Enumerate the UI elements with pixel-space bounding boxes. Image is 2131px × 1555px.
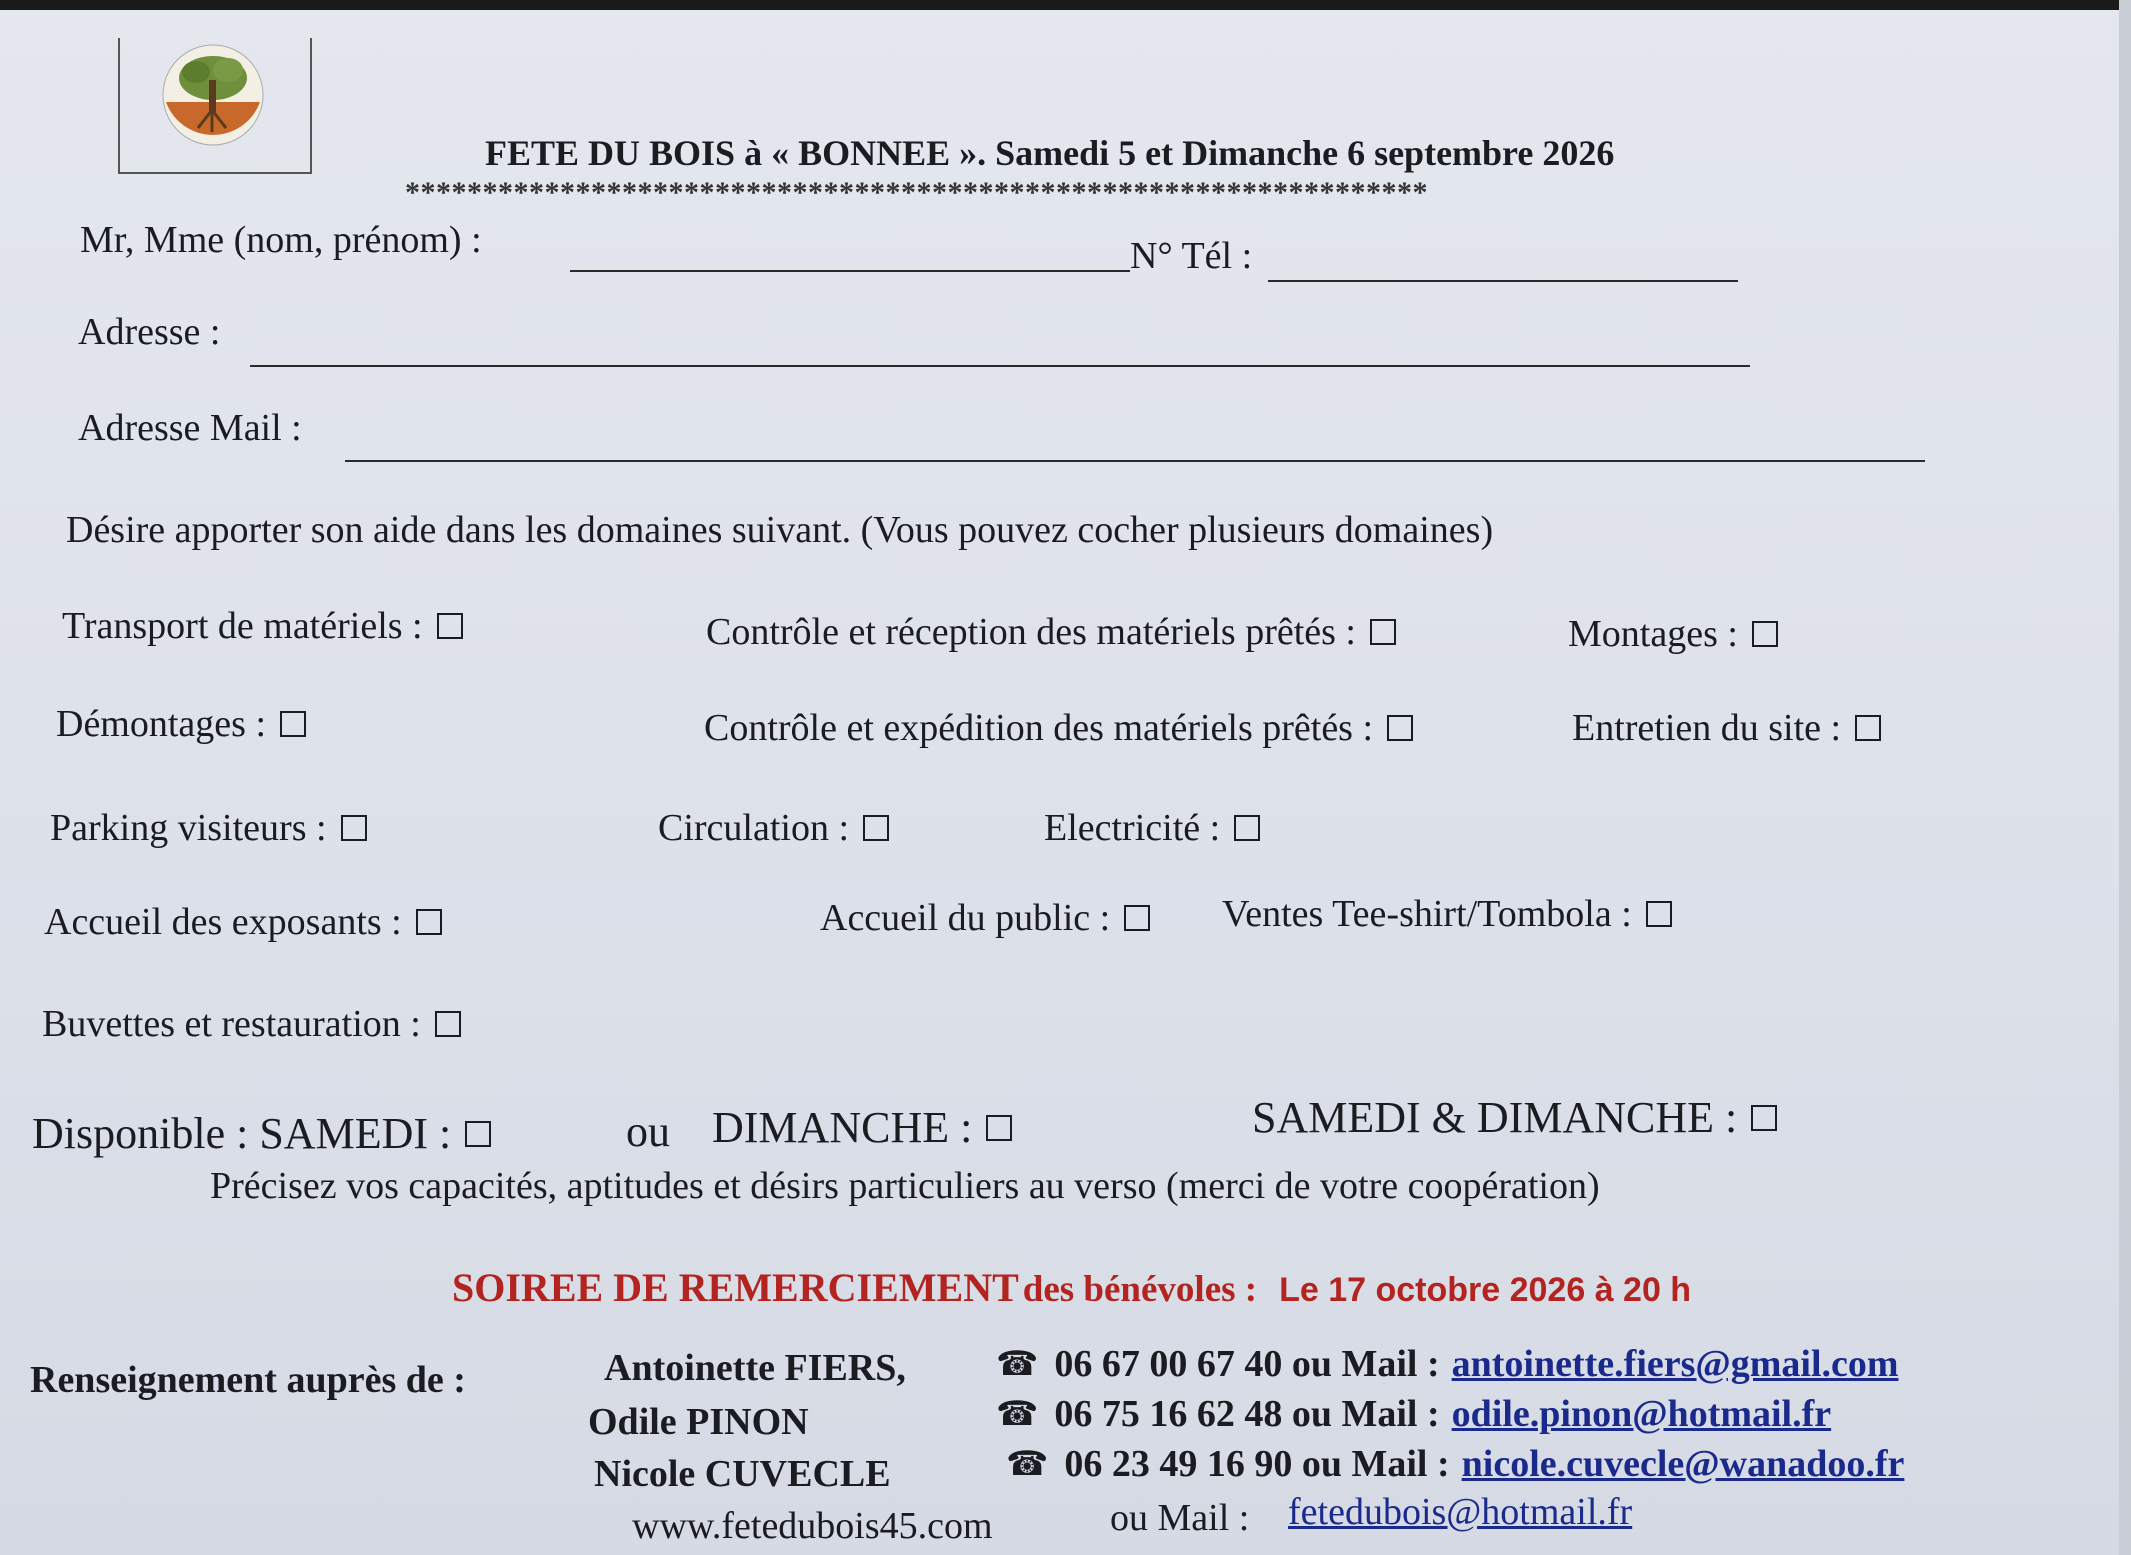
option-electricite-label: Electricité : bbox=[1044, 807, 1221, 849]
option-circulation-label: Circulation : bbox=[658, 807, 850, 849]
option-montages-label: Montages : bbox=[1568, 613, 1738, 655]
availability-samedi-label: Disponible : SAMEDI : bbox=[32, 1109, 452, 1158]
option-accueil-exposants-checkbox[interactable] bbox=[416, 909, 442, 935]
top-edge bbox=[0, 0, 2131, 10]
availability-samedi-checkbox[interactable] bbox=[465, 1121, 491, 1147]
title-separator: ****************************************************************** bbox=[405, 176, 1428, 209]
availability-dimanche-checkbox[interactable] bbox=[986, 1115, 1012, 1141]
contact-phone-3: 06 23 49 16 90 ou Mail : bbox=[1064, 1443, 1450, 1485]
option-entretien-label: Entretien du site : bbox=[1572, 707, 1842, 749]
option-accueil-exposants-label: Accueil des exposants : bbox=[44, 901, 402, 943]
tel-label: N° Tél : bbox=[1130, 235, 1253, 277]
website-link[interactable]: www.fetedubois45.com bbox=[632, 1505, 993, 1547]
availability-ou: ou bbox=[626, 1107, 670, 1156]
option-entretien bbox=[1572, 706, 1881, 750]
tel-input-line[interactable] bbox=[1268, 280, 1738, 282]
general-email[interactable]: fetedubois@hotmail.fr bbox=[1288, 1491, 1633, 1533]
telephone-icon: ☎ bbox=[996, 1396, 1039, 1433]
option-electricite-checkbox[interactable] bbox=[1234, 815, 1260, 841]
telephone-icon: ☎ bbox=[996, 1346, 1039, 1383]
contact-email-2[interactable]: odile.pinon@hotmail.fr bbox=[1451, 1393, 1832, 1435]
option-circulation bbox=[658, 806, 889, 850]
option-transport bbox=[62, 604, 463, 648]
soiree-date: Le 17 octobre 2026 à 20 h bbox=[1279, 1271, 1692, 1309]
soiree-suffix: des bénévoles : bbox=[1022, 1269, 1258, 1310]
option-transport-label: Transport de matériels : bbox=[62, 605, 423, 647]
option-montages bbox=[1568, 612, 1778, 656]
event-title: FETE DU BOIS à « BONNEE ». Samedi 5 et Dimanche 6 septembre 2026 bbox=[485, 133, 1615, 173]
option-demontages-label: Démontages : bbox=[56, 703, 267, 745]
option-parking-label: Parking visiteurs : bbox=[50, 807, 327, 849]
option-controle-reception-checkbox[interactable] bbox=[1370, 619, 1396, 645]
note-text: Précisez vos capacités, aptitudes et désirs particuliers au verso (merci de votre coopération) bbox=[210, 1165, 1600, 1207]
address-input-line[interactable] bbox=[250, 365, 1750, 367]
option-circulation-checkbox[interactable] bbox=[863, 815, 889, 841]
availability-dimanche-label: DIMANCHE : bbox=[712, 1103, 973, 1152]
contacts-label: Renseignement auprès de : bbox=[30, 1359, 466, 1401]
option-parking bbox=[50, 806, 367, 850]
soiree-line bbox=[452, 1264, 1691, 1311]
option-parking-checkbox[interactable] bbox=[341, 815, 367, 841]
option-entretien-checkbox[interactable] bbox=[1855, 715, 1881, 741]
address-label: Adresse : bbox=[78, 311, 221, 353]
option-accueil-exposants bbox=[44, 900, 442, 944]
email-label: Adresse Mail : bbox=[78, 407, 302, 449]
contact-row-3 bbox=[1006, 1442, 1904, 1486]
tree-logo-icon bbox=[158, 40, 268, 150]
option-ventes-label: Ventes Tee-shirt/Tombola : bbox=[1222, 893, 1632, 935]
contact-email-1[interactable]: antoinette.fiers@gmail.com bbox=[1451, 1343, 1899, 1385]
soiree-title: SOIREE DE REMERCIEMENT bbox=[452, 1265, 1019, 1310]
option-controle-expedition-label: Contrôle et expédition des matériels prêtés : bbox=[704, 707, 1374, 749]
option-electricite bbox=[1044, 806, 1260, 850]
intro-text: Désire apporter son aide dans les domaines suivant. (Vous pouvez cocher plusieurs domaines) bbox=[66, 509, 1494, 551]
contact-row-1 bbox=[996, 1342, 1899, 1386]
option-transport-checkbox[interactable] bbox=[437, 613, 463, 639]
contact-email-3[interactable]: nicole.cuvecle@wanadoo.fr bbox=[1461, 1443, 1905, 1485]
option-demontages bbox=[56, 702, 306, 746]
name-label: Mr, Mme (nom, prénom) : bbox=[80, 219, 482, 261]
contact-name-2: Odile PINON bbox=[588, 1401, 809, 1443]
option-controle-expedition-checkbox[interactable] bbox=[1387, 715, 1413, 741]
name-input-line[interactable] bbox=[570, 270, 1130, 272]
option-controle-reception-label: Contrôle et réception des matériels prêtés : bbox=[706, 611, 1356, 653]
availability-both bbox=[1252, 1092, 1777, 1143]
logo-frame bbox=[118, 38, 312, 174]
availability-both-checkbox[interactable] bbox=[1751, 1105, 1777, 1131]
option-buvettes bbox=[42, 1002, 461, 1046]
contact-phone-1: 06 67 00 67 40 ou Mail : bbox=[1054, 1343, 1440, 1385]
option-montages-checkbox[interactable] bbox=[1752, 621, 1778, 647]
contact-name-1: Antoinette FIERS, bbox=[604, 1347, 906, 1389]
option-accueil-public-checkbox[interactable] bbox=[1124, 905, 1150, 931]
availability-samedi bbox=[32, 1108, 491, 1159]
option-accueil-public-label: Accueil du public : bbox=[820, 897, 1111, 939]
option-ventes-checkbox[interactable] bbox=[1646, 901, 1672, 927]
option-ventes bbox=[1222, 892, 1672, 936]
general-mail-label: ou Mail : bbox=[1110, 1497, 1250, 1539]
right-edge bbox=[2119, 0, 2131, 1555]
option-buvettes-checkbox[interactable] bbox=[435, 1011, 461, 1037]
contact-phone-2: 06 75 16 62 48 ou Mail : bbox=[1054, 1393, 1440, 1435]
availability-dimanche bbox=[712, 1102, 1012, 1153]
contact-name-3: Nicole CUVECLE bbox=[594, 1453, 891, 1495]
option-controle-reception bbox=[706, 610, 1396, 654]
option-controle-expedition bbox=[704, 706, 1413, 750]
option-buvettes-label: Buvettes et restauration : bbox=[42, 1003, 421, 1045]
telephone-icon: ☎ bbox=[1006, 1446, 1049, 1483]
availability-both-label: SAMEDI & DIMANCHE : bbox=[1252, 1093, 1738, 1142]
contact-row-2 bbox=[996, 1392, 1831, 1436]
email-input-line[interactable] bbox=[345, 460, 1925, 462]
option-accueil-public bbox=[820, 896, 1150, 940]
option-demontages-checkbox[interactable] bbox=[280, 711, 306, 737]
